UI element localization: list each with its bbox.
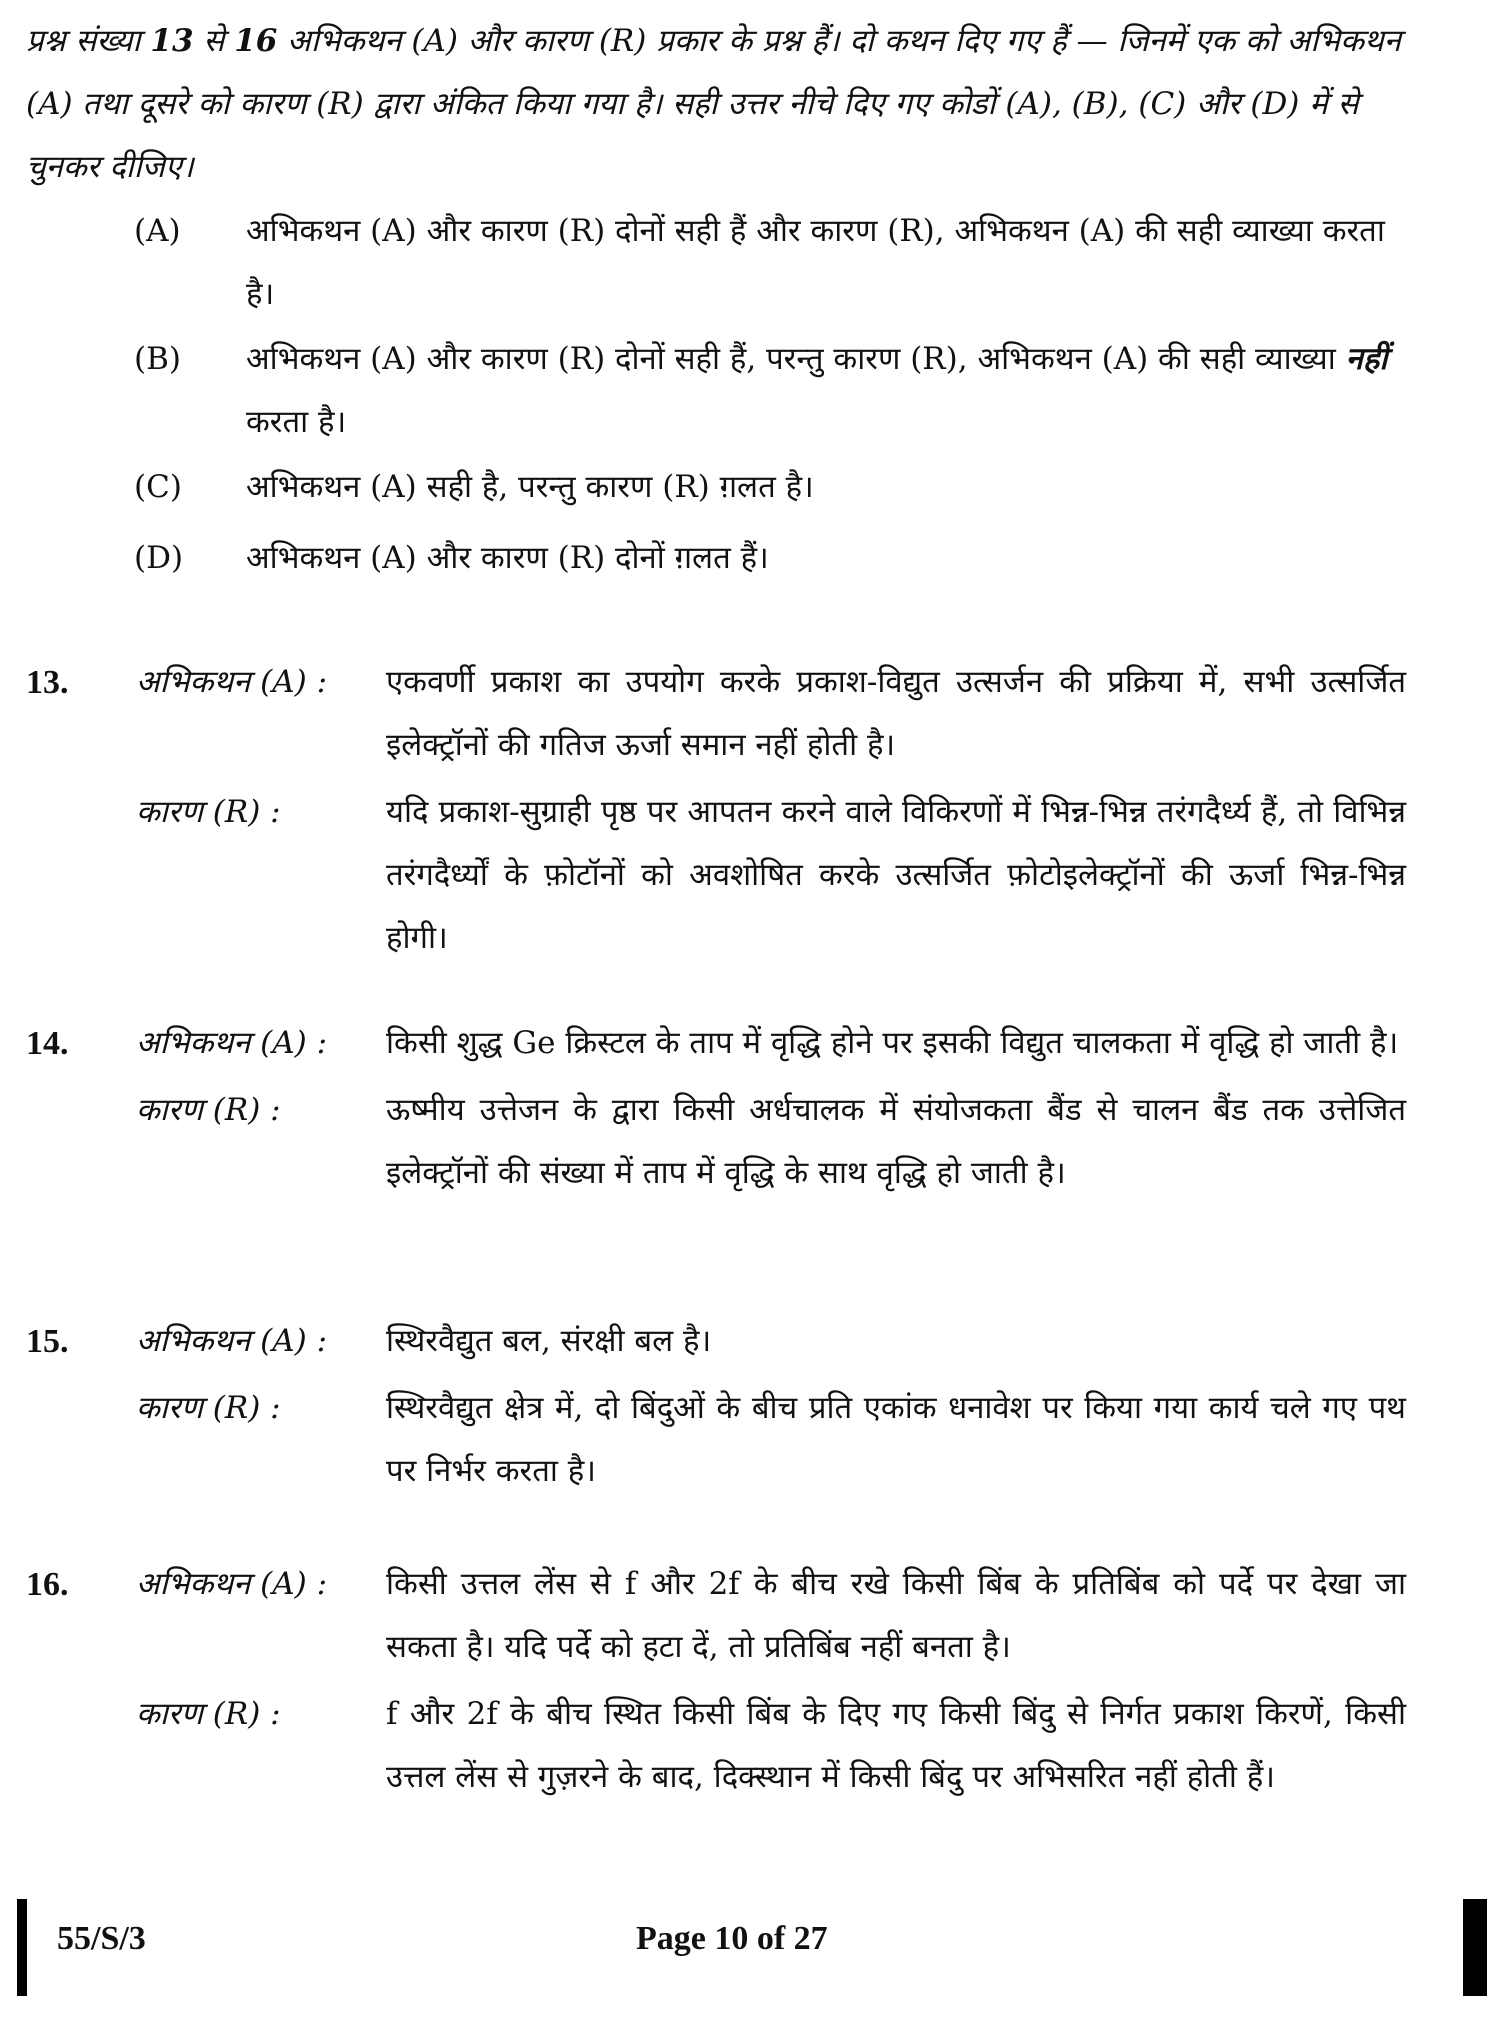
reason-row	[26, 1079, 1406, 1205]
assertion-text: किसी शुद्ध Ge क्रिस्टल के ताप में वृद्धि होने पर इसकी विद्युत चालकता में वृद्धि हो जाती है।	[386, 1025, 1399, 1061]
assertion-label: अभिकथन (A) :	[136, 1025, 328, 1061]
answer-code-d	[134, 527, 1409, 590]
footer-left-bar	[17, 1899, 27, 1996]
reason-text: f और 2f के बीच स्थित किसी बिंब के दिए गए किसी बिंदु से निर्गत प्रकाश किरणें, किसी उत्तल लेंस से गुज़रने के बाद, दिक्स्थान में किसी बिंदु पर अभिसरित नहीं होती हैं।	[386, 1696, 1406, 1795]
reason-row	[26, 1683, 1406, 1809]
reason-label: कारण (R) :	[136, 1696, 281, 1732]
assertion-row	[26, 1310, 1406, 1373]
question-15	[26, 1310, 1406, 1503]
answer-code-text: अभिकथन (A) और कारण (R) दोनों ग़लत हैं।	[246, 540, 769, 576]
assertion-text: स्थिरवैद्युत बल, संरक्षी बल है।	[386, 1323, 712, 1359]
question-number: 16.	[26, 1566, 69, 1603]
answer-codes-list	[134, 200, 1409, 592]
reason-row	[26, 1377, 1406, 1503]
footer-right-bar	[1463, 1899, 1487, 1996]
reason-text: यदि प्रकाश-सुग्राही पृष्ठ पर आपतन करने वाले विकिरणों में भिन्न-भिन्न तरंगदैर्ध्य हैं, तो विभिन्न तरंगदैर्ध्यों के फ़ोटॉनों को अवशोषित करके उत्सर्जित फ़ोटोइलेक्ट्रॉनों की ऊर्जा भिन्न-भिन्न होगी।	[386, 794, 1406, 956]
reason-text: ऊष्मीय उत्तेजन के द्वारा किसी अर्धचालक में संयोजकता बैंड से चालन बैंड तक उत्तेजित इलेक्ट्रॉनों की संख्या में ताप में वृद्धि के साथ वृद्धि हो जाती है।	[386, 1092, 1406, 1191]
assertion-row	[26, 1553, 1406, 1679]
answer-code-key: (D)	[134, 540, 184, 576]
question-number: 14.	[26, 1025, 69, 1062]
assertion-label: अभिकथन (A) :	[136, 1323, 328, 1359]
answer-code-key: (B)	[134, 341, 181, 377]
assertion-text: किसी उत्तल लेंस से f और 2f के बीच रखे किसी बिंब के प्रतिबिंब को पर्दे पर देखा जा सकता है। यदि पर्दे को हटा दें, तो प्रतिबिंब नहीं बनता है।	[386, 1566, 1406, 1665]
reason-text: स्थिरवैद्युत क्षेत्र में, दो बिंदुओं के बीच प्रति एकांक धनावेश पर किया गया कार्य चले गए पथ पर निर्भर करता है।	[386, 1390, 1406, 1489]
question-16	[26, 1553, 1406, 1809]
question-number: 13.	[26, 664, 69, 701]
paper-code: 55/S/3	[57, 1920, 146, 1957]
answer-code-c	[134, 456, 1409, 519]
answer-code-key: (C)	[134, 469, 182, 505]
answer-code-b	[134, 328, 1409, 454]
answer-code-text: अभिकथन (A) सही है, परन्तु कारण (R) ग़लत है।	[246, 469, 814, 505]
reason-label: कारण (R) :	[136, 1390, 281, 1426]
question-range-start: 13	[150, 23, 194, 59]
answer-code-text-part: करता है।	[246, 404, 347, 440]
question-14	[26, 1012, 1406, 1205]
assertion-text: एकवर्णी प्रकाश का उपयोग करके प्रकाश-विद्युत उत्सर्जन की प्रक्रिया में, सभी उत्सर्जित इलेक्ट्रॉनों की गतिज ऊर्जा समान नहीं होती है।	[386, 664, 1406, 763]
emphasis-not: नहीं	[1345, 341, 1388, 377]
answer-code-text	[246, 328, 1409, 454]
answer-code-text-part: अभिकथन (A) और कारण (R) दोनों सही हैं, परन्तु कारण (R), अभिकथन (A) की सही व्याख्या	[246, 341, 1346, 377]
reason-label: कारण (R) :	[136, 794, 281, 830]
answer-code-text: अभिकथन (A) और कारण (R) दोनों सही हैं और कारण (R), अभिकथन (A) की सही व्याख्या करता है।	[246, 213, 1385, 312]
reason-label: कारण (R) :	[136, 1092, 281, 1128]
instructions-text-2: से	[193, 23, 235, 59]
question-range-end: 16	[234, 23, 278, 59]
question-number: 15.	[26, 1323, 69, 1360]
assertion-label: अभिकथन (A) :	[136, 1566, 328, 1602]
assertion-label: अभिकथन (A) :	[136, 664, 328, 700]
section-instructions	[26, 10, 1406, 199]
question-13	[26, 651, 1406, 970]
assertion-row	[26, 651, 1406, 777]
answer-code-a	[134, 200, 1409, 326]
reason-row	[26, 781, 1406, 970]
assertion-row	[26, 1012, 1406, 1075]
page-number: Page 10 of 27	[636, 1920, 828, 1957]
answer-code-key: (A)	[134, 213, 181, 249]
instructions-text-1: प्रश्न संख्या	[26, 23, 151, 59]
instructions-text-3: अभिकथन (A) और कारण (R) प्रकार के प्रश्न हैं। दो कथन दिए गए हैं — जिनमें एक को अभिकथन (A) तथा दूसरे को कारण (R) द्वारा अंकित किया गया है। सही उत्तर नीचे दिए गए कोडों (A), (B), (C) और (D) में से चुनकर दीजिए।	[26, 23, 1401, 185]
